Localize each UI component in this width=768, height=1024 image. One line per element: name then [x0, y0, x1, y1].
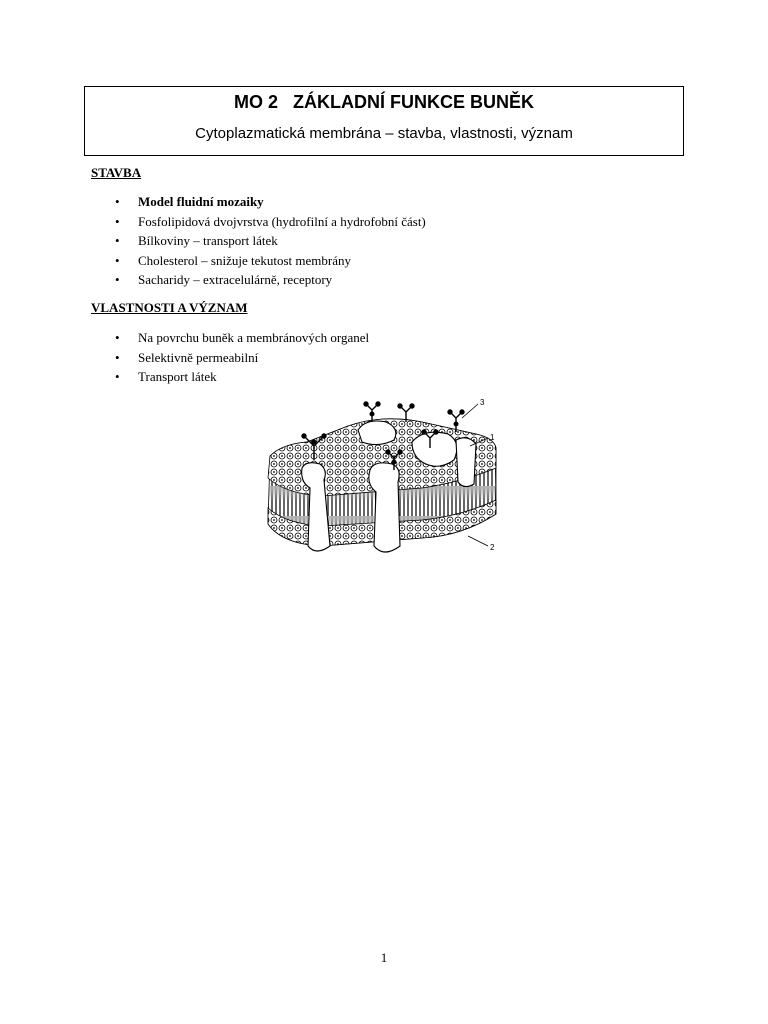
list-item-text: Selektivně permeabilní: [138, 349, 259, 365]
list-item: [91, 231, 426, 251]
page-title: MO 2 ZÁKLADNÍ FUNKCE BUNĚK: [234, 92, 534, 112]
section-heading-stavba: STAVBA: [91, 165, 142, 180]
list-item: [91, 328, 369, 348]
bullet-glyph: •: [115, 233, 120, 249]
bullet-glyph: •: [115, 330, 120, 345]
section-heading-vlastnosti: VLASTNOSTI A VÝZNAM: [91, 300, 248, 315]
bullet-glyph: •: [115, 272, 120, 288]
list-item: [91, 212, 426, 232]
list-item-text: Bílkoviny – transport látek: [138, 233, 278, 249]
title-box: [84, 86, 684, 156]
list-item: [91, 348, 369, 368]
diagram-label-1: 1: [490, 433, 495, 442]
list-item-text: Model fluidní mozaiky: [138, 194, 264, 209]
diagram-label-3: 3: [480, 398, 485, 407]
list-item: [91, 270, 426, 290]
list-item: [91, 251, 426, 271]
list-item-text: Fosfolipidová dvojvrstva (hydrofilní a hydrofobní část): [138, 213, 426, 229]
bullet-glyph: •: [115, 349, 120, 365]
list-item-text: Cholesterol – snižuje tekutost membrány: [138, 252, 352, 268]
cell-membrane-diagram: [262, 396, 502, 562]
bullet-list-vlastnosti: [91, 328, 369, 387]
bullet-glyph: •: [115, 252, 120, 268]
list-item: [91, 367, 369, 387]
bullet-glyph: •: [115, 213, 120, 229]
list-item-text: Transport látek: [138, 369, 217, 385]
list-item-text: Sacharidy – extracelulárně, receptory: [138, 272, 333, 288]
list-item-text: Na povrchu buněk a membránových organel: [138, 330, 370, 345]
bullet-glyph: •: [115, 194, 120, 209]
list-item: [91, 192, 426, 212]
diagram-label-2: 2: [490, 543, 495, 552]
bullet-glyph: •: [115, 369, 120, 385]
peripheral-protein: [358, 421, 396, 445]
bullet-list-stavba: [91, 192, 426, 290]
page-subtitle: Cytoplazmatická membrána – stavba, vlastnosti, význam: [195, 125, 573, 142]
page-number: 1: [380, 950, 388, 965]
